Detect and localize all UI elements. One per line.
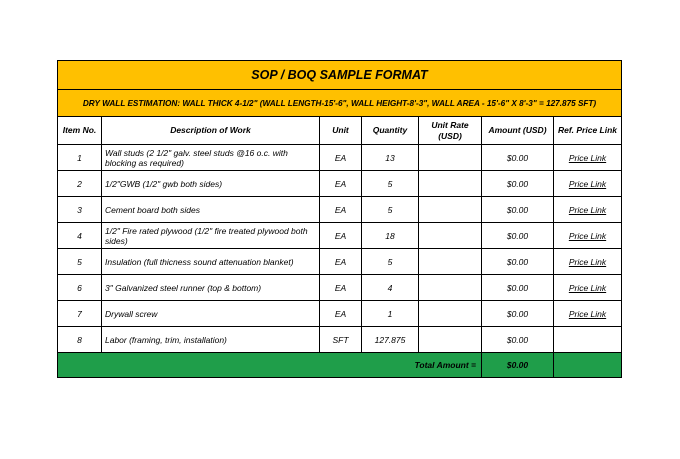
total-empty-cell [554, 353, 622, 378]
table-row [58, 327, 622, 353]
table-row [58, 249, 622, 275]
unit-cell: EA [320, 249, 362, 275]
quantity-cell: 4 [362, 275, 419, 301]
price-link[interactable]: Price Link [568, 152, 607, 163]
header-amount: Amount (USD) [482, 117, 554, 145]
price-link[interactable]: Price Link [568, 204, 607, 215]
table-header-row [58, 117, 622, 145]
header-unit: Unit [320, 117, 362, 145]
total-row [58, 353, 622, 378]
unit-cell: SFT [320, 327, 362, 353]
amount-cell: $0.00 [482, 249, 554, 275]
price-link[interactable]: Price Link [568, 282, 607, 293]
item-no-cell: 6 [58, 275, 102, 301]
item-no-cell: 3 [58, 197, 102, 223]
amount-cell: $0.00 [482, 275, 554, 301]
description-cell: Insulation (full thicness sound attenuation blanket) [102, 249, 320, 275]
unit-cell: EA [320, 145, 362, 171]
quantity-cell: 127.875 [362, 327, 419, 353]
table-row [58, 223, 622, 249]
unit-cell: EA [320, 275, 362, 301]
price-link[interactable]: Price Link [568, 256, 607, 267]
unit-rate-cell[interactable] [419, 197, 482, 223]
price-link[interactable]: Price Link [568, 178, 607, 189]
table-row [58, 301, 622, 327]
item-no-cell: 2 [58, 171, 102, 197]
amount-cell: $0.00 [482, 171, 554, 197]
quantity-cell: 13 [362, 145, 419, 171]
description-cell: 1/2"GWB (1/2" gwb both sides) [102, 171, 320, 197]
page-title: SOP / BOQ SAMPLE FORMAT [58, 61, 622, 90]
header-description: Description of Work [102, 117, 320, 145]
description-cell: 1/2" Fire rated plywood (1/2" fire treated plywood both sides) [102, 223, 320, 249]
header-ref-link: Ref. Price Link [554, 117, 622, 145]
unit-rate-cell[interactable] [419, 171, 482, 197]
unit-cell: EA [320, 301, 362, 327]
item-no-cell: 8 [58, 327, 102, 353]
quantity-cell: 1 [362, 301, 419, 327]
total-amount: $0.00 [482, 353, 554, 378]
table-row [58, 275, 622, 301]
header-quantity: Quantity [362, 117, 419, 145]
estimation-subtitle: DRY WALL ESTIMATION: WALL THICK 4-1/2" (WALL LENGTH-15'-6", WALL HEIGHT-8'-3", WALL AREA - 15'-6" X 8'-3" = 127.875 SFT) [58, 90, 622, 117]
unit-rate-cell[interactable] [419, 223, 482, 249]
description-cell: Labor (framing, trim, installation) [102, 327, 320, 353]
description-cell: Wall studs (2 1/2" galv. steel studs @16 o.c. with blocking as required) [102, 145, 320, 171]
unit-cell: EA [320, 223, 362, 249]
unit-cell: EA [320, 171, 362, 197]
amount-cell: $0.00 [482, 223, 554, 249]
table-row [58, 145, 622, 171]
amount-cell: $0.00 [482, 327, 554, 353]
table-row [58, 197, 622, 223]
price-link[interactable]: Price Link [568, 308, 607, 319]
header-unit-rate: Unit Rate (USD) [419, 117, 482, 145]
unit-rate-cell[interactable] [419, 275, 482, 301]
item-no-cell: 5 [58, 249, 102, 275]
item-no-cell: 1 [58, 145, 102, 171]
amount-cell: $0.00 [482, 145, 554, 171]
header-item-no: Item No. [58, 117, 102, 145]
description-cell: Drywall screw [102, 301, 320, 327]
unit-rate-cell[interactable] [419, 301, 482, 327]
boq-table [57, 60, 622, 378]
item-no-cell: 4 [58, 223, 102, 249]
unit-cell: EA [320, 197, 362, 223]
total-label: Total Amount = [58, 353, 482, 378]
unit-rate-cell[interactable] [419, 145, 482, 171]
price-link[interactable]: Price Link [568, 230, 607, 241]
unit-rate-cell[interactable] [419, 249, 482, 275]
quantity-cell: 18 [362, 223, 419, 249]
item-no-cell: 7 [58, 301, 102, 327]
quantity-cell: 5 [362, 249, 419, 275]
ref-link-cell [554, 327, 622, 353]
description-cell: 3" Galvanized steel runner (top & bottom) [102, 275, 320, 301]
unit-rate-cell[interactable] [419, 327, 482, 353]
description-cell: Cement board both sides [102, 197, 320, 223]
quantity-cell: 5 [362, 171, 419, 197]
quantity-cell: 5 [362, 197, 419, 223]
amount-cell: $0.00 [482, 197, 554, 223]
table-row [58, 171, 622, 197]
amount-cell: $0.00 [482, 301, 554, 327]
